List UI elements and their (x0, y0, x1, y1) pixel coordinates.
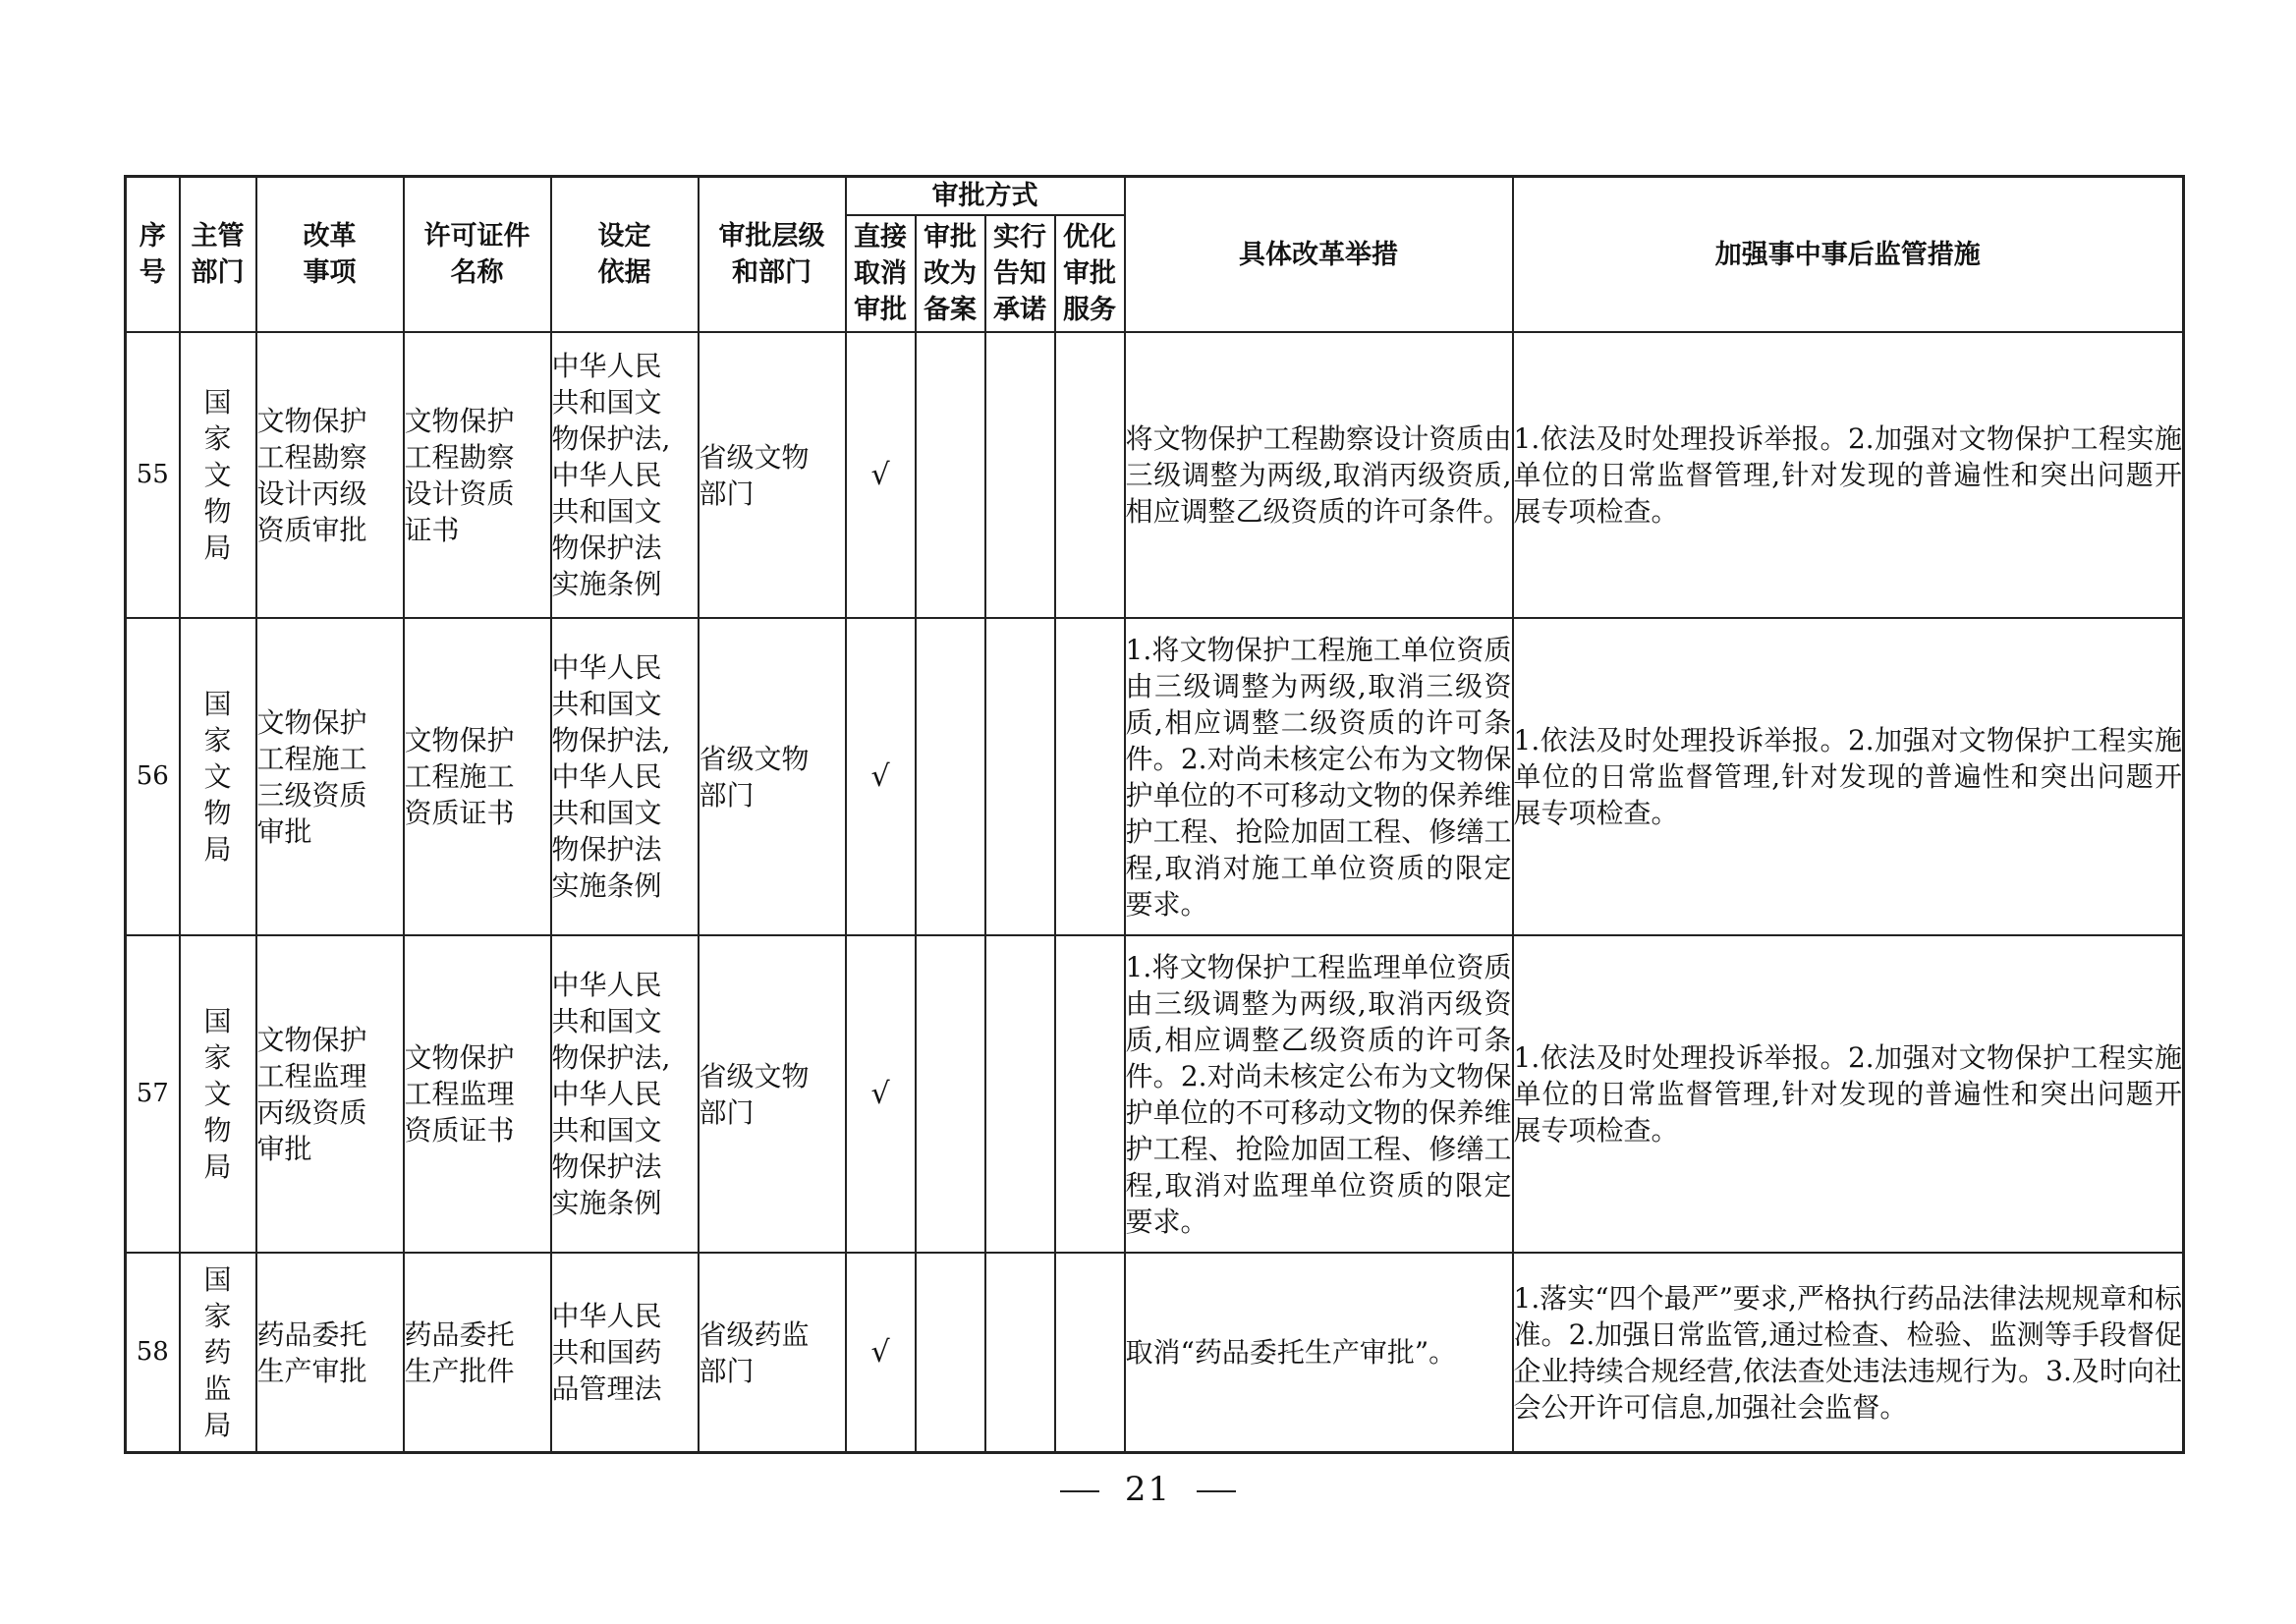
row-license: 药品委托 生产批件 (404, 1253, 551, 1453)
row-level: 省级文物 部门 (699, 618, 846, 935)
check-mark: √ (846, 618, 916, 935)
row-seq: 55 (126, 332, 180, 618)
row-item: 药品委托 生产审批 (256, 1253, 404, 1453)
row-supervision: 1.落实“四个最严”要求,严格执行药品法律法规规章和标准。2.加强日常监管,通过检查、检验、监测等手段督促企业持续合规经营,依法查处违法违规行为。3.及时向社会公开许可信息,加强社会监督。 (1513, 1253, 2184, 1453)
header-basis: 设定 依据 (551, 177, 699, 333)
header-method-optimize: 优化 审批 服务 (1055, 215, 1125, 332)
method-cell-empty (1055, 332, 1125, 618)
row-item: 文物保护 工程勘察 设计丙级 资质审批 (256, 332, 404, 618)
row-seq: 56 (126, 618, 180, 935)
row-measures: 将文物保护工程勘察设计资质由三级调整为两级,取消丙级资质,相应调整乙级资质的许可条件。 (1125, 332, 1513, 618)
header-level: 审批层级 和部门 (699, 177, 846, 333)
header-method-cancel: 直接 取消 审批 (846, 215, 916, 332)
header-item: 改革 事项 (256, 177, 404, 333)
page-number-dash-left (1060, 1490, 1099, 1492)
header-method-filing: 审批 改为 备案 (916, 215, 985, 332)
row-supervision: 1.依法及时处理投诉举报。2.加强对文物保护工程实施单位的日常监督管理,针对发现的普遍性和突出问题开展专项检查。 (1513, 332, 2184, 618)
reform-table (124, 175, 2185, 1454)
method-cell-empty (916, 618, 985, 935)
row-dept: 国 家 文 物 局 (180, 618, 256, 935)
row-level: 省级文物 部门 (699, 332, 846, 618)
row-dept: 国 家 文 物 局 (180, 332, 256, 618)
method-cell-empty (1055, 935, 1125, 1253)
page-number-dash-right (1197, 1490, 1236, 1492)
header-method-commitment: 实行 告知 承诺 (985, 215, 1055, 332)
method-cell-empty (1055, 618, 1125, 935)
method-cell-empty (1055, 1253, 1125, 1453)
row-level: 省级文物 部门 (699, 935, 846, 1253)
page-number (0, 1470, 2296, 1509)
row-supervision: 1.依法及时处理投诉举报。2.加强对文物保护工程实施单位的日常监督管理,针对发现的普遍性和突出问题开展专项检查。 (1513, 935, 2184, 1253)
method-cell-empty (985, 1253, 1055, 1453)
row-license: 文物保护 工程监理 资质证书 (404, 935, 551, 1253)
header-method-title: 审批方式 (846, 177, 1125, 216)
row-measures: 取消“药品委托生产审批”。 (1125, 1253, 1513, 1453)
header-license: 许可证件 名称 (404, 177, 551, 333)
row-basis: 中华人民 共和国药 品管理法 (551, 1253, 699, 1453)
row-seq: 57 (126, 935, 180, 1253)
header-measures: 具体改革举措 (1125, 177, 1513, 333)
check-mark: √ (846, 332, 916, 618)
row-basis: 中华人民 共和国文 物保护法, 中华人民 共和国文 物保护法 实施条例 (551, 618, 699, 935)
method-cell-empty (985, 618, 1055, 935)
row-item: 文物保护 工程施工 三级资质 审批 (256, 618, 404, 935)
row-measures: 1.将文物保护工程施工单位资质由三级调整为两级,取消三级资质,相应调整二级资质的许可条件。2.对尚未核定公布为文物保护单位的不可移动文物的保养维护工程、抢险加固工程、修缮工程,取消对施工单位资质的限定要求。 (1125, 618, 1513, 935)
row-measures: 1.将文物保护工程监理单位资质由三级调整为两级,取消丙级资质,相应调整乙级资质的许可条件。2.对尚未核定公布为文物保护单位的不可移动文物的保养维护工程、抢险加固工程、修缮工程,取消对监理单位资质的限定要求。 (1125, 935, 1513, 1253)
page-number-value: 21 (1124, 1470, 1172, 1509)
table-header-row (126, 177, 2184, 216)
row-level: 省级药监 部门 (699, 1253, 846, 1453)
row-basis: 中华人民 共和国文 物保护法, 中华人民 共和国文 物保护法 实施条例 (551, 935, 699, 1253)
row-license: 文物保护 工程施工 资质证书 (404, 618, 551, 935)
table-row (126, 1253, 2184, 1453)
row-supervision: 1.依法及时处理投诉举报。2.加强对文物保护工程实施单位的日常监督管理,针对发现的普遍性和突出问题开展专项检查。 (1513, 618, 2184, 935)
table-row (126, 935, 2184, 1253)
method-cell-empty (916, 935, 985, 1253)
row-basis: 中华人民 共和国文 物保护法, 中华人民 共和国文 物保护法 实施条例 (551, 332, 699, 618)
header-dept: 主管 部门 (180, 177, 256, 333)
method-cell-empty (916, 1253, 985, 1453)
row-dept: 国 家 文 物 局 (180, 935, 256, 1253)
row-seq: 58 (126, 1253, 180, 1453)
header-seq: 序 号 (126, 177, 180, 333)
table-row (126, 332, 2184, 618)
row-dept: 国 家 药 监 局 (180, 1253, 256, 1453)
method-cell-empty (985, 935, 1055, 1253)
check-mark: √ (846, 1253, 916, 1453)
method-cell-empty (985, 332, 1055, 618)
row-item: 文物保护 工程监理 丙级资质 审批 (256, 935, 404, 1253)
header-supervision: 加强事中事后监管措施 (1513, 177, 2184, 333)
method-cell-empty (916, 332, 985, 618)
row-license: 文物保护 工程勘察 设计资质 证书 (404, 332, 551, 618)
table-row (126, 618, 2184, 935)
check-mark: √ (846, 935, 916, 1253)
